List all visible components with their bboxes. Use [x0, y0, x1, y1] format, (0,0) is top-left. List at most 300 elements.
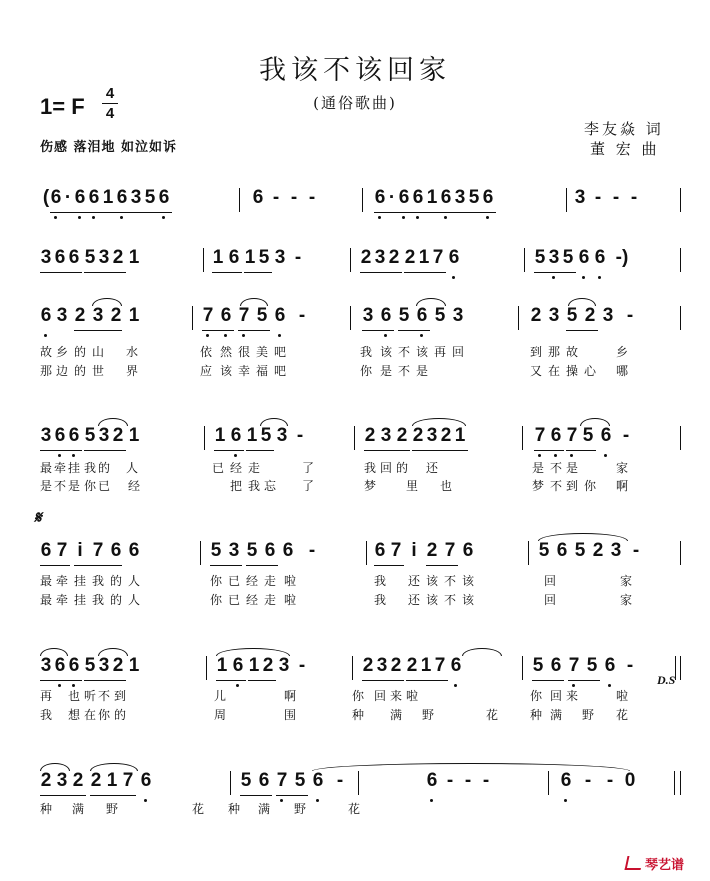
- octave-dot-below: [378, 216, 381, 219]
- beam-underline: [40, 680, 82, 681]
- lyric-char: 是: [416, 364, 430, 378]
- barline: [192, 306, 193, 330]
- beam-underline: [246, 450, 274, 451]
- note: 5: [582, 425, 594, 446]
- note: 6: [68, 655, 80, 676]
- barline: [675, 656, 676, 680]
- lyric-char: 的: [396, 461, 410, 475]
- octave-dot-below: [582, 276, 585, 279]
- lyric-char: 美: [256, 345, 270, 359]
- lyric-char: 人: [128, 593, 142, 607]
- dash-sustain: -: [296, 425, 304, 446]
- barline: [680, 426, 681, 450]
- lyric-char: 又: [530, 364, 544, 378]
- lyric-char: 是: [40, 479, 54, 493]
- lyric-char: 听: [84, 689, 98, 703]
- lyric-char: 梦: [532, 479, 546, 493]
- note: 6: [252, 187, 264, 208]
- lyric-char: 再: [40, 689, 54, 703]
- note: 6: [578, 247, 590, 268]
- lyric-char: 故: [566, 345, 580, 359]
- note: 6: [128, 540, 140, 561]
- octave-dot-below: [120, 216, 123, 219]
- octave-dot-below: [242, 334, 245, 337]
- lyric-char: 已: [212, 461, 226, 475]
- note: 3: [98, 655, 110, 676]
- dash-sustain: -: [464, 770, 472, 791]
- lyric-char: 忘: [264, 479, 278, 493]
- barline: [548, 771, 549, 795]
- lyric-char: 花: [616, 708, 630, 722]
- barline: [566, 188, 567, 212]
- lyric-char: 经: [230, 461, 244, 475]
- barline: [362, 188, 363, 212]
- lyric-char: 花: [348, 802, 362, 816]
- barline: [200, 541, 201, 565]
- note: 7: [434, 655, 446, 676]
- lyric-char: 再: [434, 345, 448, 359]
- dash-sustain: -: [446, 770, 454, 791]
- octave-dot-below: [206, 334, 209, 337]
- lyric-char: 你: [360, 364, 374, 378]
- score-system: [40, 650, 685, 690]
- barline: [352, 656, 353, 680]
- lyric-char: 我: [40, 708, 54, 722]
- note: 3: [40, 247, 52, 268]
- lyric-char: 你: [530, 689, 544, 703]
- note: 3: [130, 187, 142, 208]
- note: 3: [40, 425, 52, 446]
- note: 5: [84, 247, 96, 268]
- beam-underline: [40, 272, 82, 273]
- note: 6: [140, 770, 152, 791]
- lyric-char: 的: [98, 461, 112, 475]
- lyric-char: 不: [398, 364, 412, 378]
- slur-arc: [216, 648, 290, 656]
- lyric-char: 啦: [284, 593, 298, 607]
- note: (: [42, 187, 50, 208]
- note: 2: [390, 655, 402, 676]
- beam-underline: [566, 330, 598, 331]
- note: 6: [264, 540, 276, 561]
- lyric-char: 回: [544, 574, 558, 588]
- note: 6: [40, 540, 52, 561]
- lyric-char: 也: [440, 479, 454, 493]
- octave-dot-below: [58, 684, 61, 687]
- note: i: [411, 540, 417, 561]
- dash-sustain: -: [622, 425, 630, 446]
- beam-underline: [374, 565, 404, 566]
- lyric-char: 乡: [56, 345, 70, 359]
- lyric-char: 不: [550, 461, 564, 475]
- lyric-char: 你: [584, 479, 598, 493]
- lyric-char: 牵: [56, 574, 70, 588]
- time-signature-top: 4: [105, 85, 115, 102]
- lyric-char: 该: [416, 345, 430, 359]
- note: 5: [240, 770, 252, 791]
- beam-underline: [426, 565, 458, 566]
- lyric-char: 我: [92, 593, 106, 607]
- lyric-char: 已: [98, 479, 112, 493]
- lyric-char: 该: [380, 345, 394, 359]
- lyric-char: 挂: [68, 461, 82, 475]
- note: 6: [398, 187, 410, 208]
- note: 5: [586, 655, 598, 676]
- octave-dot-below: [280, 799, 283, 802]
- lyric-char: 牵: [56, 593, 70, 607]
- lyric-char: 花: [192, 802, 206, 816]
- note: 7: [444, 540, 456, 561]
- beam-underline: [244, 272, 272, 273]
- lyric-char: 边: [56, 364, 70, 378]
- note: 5: [538, 540, 550, 561]
- lyric-char: 我: [84, 461, 98, 475]
- dash-sustain: -: [298, 655, 306, 676]
- lyric-char: 种: [352, 708, 366, 722]
- note: 6: [594, 247, 606, 268]
- lyric-char: 该: [426, 593, 440, 607]
- beam-underline: [214, 450, 244, 451]
- score-system: [40, 765, 685, 805]
- lyric-char: 水: [126, 345, 140, 359]
- lyric-char: 里: [406, 479, 420, 493]
- lyric-char: 该: [462, 574, 476, 588]
- beam-underline: [360, 272, 402, 273]
- lyric-char: 也: [68, 689, 82, 703]
- barline: [528, 541, 529, 565]
- note: 7: [238, 305, 250, 326]
- octave-dot-below: [604, 454, 607, 457]
- octave-dot-below: [598, 276, 601, 279]
- score-system: [40, 242, 685, 282]
- dash-sustain: -: [308, 540, 316, 561]
- note: 1: [246, 425, 258, 446]
- lyric-char: 种: [40, 802, 54, 816]
- note: 3: [276, 425, 288, 446]
- lyric-char: 想: [68, 708, 82, 722]
- note: 3: [376, 655, 388, 676]
- octave-dot-below: [552, 276, 555, 279]
- note: 2: [592, 540, 604, 561]
- slur-arc: [462, 648, 502, 656]
- beam-underline: [84, 680, 126, 681]
- note: 7: [92, 540, 104, 561]
- slur-arc: [90, 763, 138, 771]
- note: 5: [398, 305, 410, 326]
- dash-sustain: -: [482, 770, 490, 791]
- note: 6: [228, 247, 240, 268]
- note: 6: [68, 247, 80, 268]
- beam-underline: [84, 450, 126, 451]
- note: 1: [244, 247, 256, 268]
- beam-underline: [532, 680, 564, 681]
- note: 3: [56, 305, 68, 326]
- note: 6: [600, 425, 612, 446]
- lyric-char: 经: [246, 574, 260, 588]
- lyric-char: 是: [380, 364, 394, 378]
- dash-sustain: -: [626, 305, 634, 326]
- note: 2: [74, 305, 86, 326]
- barline: [680, 771, 681, 795]
- note: 6: [462, 540, 474, 561]
- note: 1: [128, 305, 140, 326]
- dash-sustain: -: [630, 187, 638, 208]
- note: 5: [256, 305, 268, 326]
- lyric-char: 该: [426, 574, 440, 588]
- note: 6: [550, 425, 562, 446]
- lyric-char: 最: [40, 574, 54, 588]
- lyric-char: 吧: [274, 345, 288, 359]
- lyric-char: 走: [248, 461, 262, 475]
- lyric-char: 到: [566, 479, 580, 493]
- lyric-char: 你: [210, 574, 224, 588]
- beam-underline: [412, 450, 468, 451]
- lyric-char: 我: [92, 574, 106, 588]
- octave-dot-below: [234, 454, 237, 457]
- beam-underline: [212, 272, 242, 273]
- lyric-char: 世: [92, 364, 106, 378]
- note: 5: [468, 187, 480, 208]
- lyric-char: 你: [352, 689, 366, 703]
- barline: [518, 306, 519, 330]
- lyric-char: 已: [228, 593, 242, 607]
- octave-dot-below: [72, 454, 75, 457]
- note: 2: [112, 655, 124, 676]
- lyric-char: 我: [374, 593, 388, 607]
- slur-arc: [40, 648, 68, 656]
- note: 3: [228, 540, 240, 561]
- lyric-char: 那: [40, 364, 54, 378]
- lyric-char: 不: [398, 345, 412, 359]
- lyric-char: 满: [550, 708, 564, 722]
- lyric-char: 啦: [616, 689, 630, 703]
- lyric-char: 牵: [54, 461, 68, 475]
- note: 2: [362, 655, 374, 676]
- note: 6: [560, 770, 572, 791]
- lyric-char: 回: [452, 345, 466, 359]
- lyric-char: 还: [408, 574, 422, 588]
- beam-underline: [246, 565, 278, 566]
- lyric-char: 种: [530, 708, 544, 722]
- lyric-char: 到: [530, 345, 544, 359]
- lyric-char: 到: [114, 689, 128, 703]
- dash-sustain: -: [336, 770, 344, 791]
- lyric-char: 操: [566, 364, 580, 378]
- octave-dot-below: [278, 334, 281, 337]
- octave-dot-below: [384, 334, 387, 337]
- lyric-char: 来: [566, 689, 580, 703]
- lyric-char: 家: [616, 461, 630, 475]
- lyric-char: 儿: [214, 689, 228, 703]
- lyric-char: 不: [444, 574, 458, 588]
- octave-dot-below: [444, 216, 447, 219]
- octave-dot-below: [44, 334, 47, 337]
- note: 6: [230, 425, 242, 446]
- dash-sustain: -: [272, 187, 280, 208]
- beam-underline: [364, 450, 410, 451]
- barline: [230, 771, 231, 795]
- note: 5: [566, 305, 578, 326]
- lyric-char: 的: [114, 708, 128, 722]
- beam-underline: [74, 565, 122, 566]
- note: 1: [418, 247, 430, 268]
- lyric-char: 满: [258, 802, 272, 816]
- barline: [524, 248, 525, 272]
- beam-underline: [40, 450, 82, 451]
- time-signature-bottom: 4: [105, 105, 115, 122]
- barline: [203, 248, 204, 272]
- lyric-char: 那: [548, 345, 562, 359]
- note: 1: [212, 247, 224, 268]
- lyric-char: 家: [620, 593, 634, 607]
- note: 7: [122, 770, 134, 791]
- score-system: [40, 420, 685, 460]
- note: 5: [84, 425, 96, 446]
- beam-underline: [534, 450, 564, 451]
- octave-dot-below: [538, 454, 541, 457]
- dash-sustain: -: [298, 305, 306, 326]
- lyric-char: 乡: [616, 345, 630, 359]
- slur-arc: [412, 418, 466, 426]
- note: 6: [54, 247, 66, 268]
- watermark-text: 琴艺谱: [645, 858, 685, 873]
- octave-dot-below: [316, 799, 319, 802]
- note: 6: [40, 305, 52, 326]
- lyric-char: 哪: [616, 364, 630, 378]
- note: 1: [420, 655, 432, 676]
- dash-sustain: -: [308, 187, 316, 208]
- lyric-char: 吧: [274, 364, 288, 378]
- note: 3: [574, 187, 586, 208]
- lyric-char: 幸: [238, 364, 252, 378]
- note: 6: [374, 187, 386, 208]
- note: 6: [416, 305, 428, 326]
- score-system: [40, 535, 685, 575]
- beam-underline: [74, 330, 122, 331]
- note: 7: [202, 305, 214, 326]
- note: 6: [604, 655, 616, 676]
- dash-sustain: -: [584, 770, 592, 791]
- beam-underline: [362, 680, 404, 681]
- note: 2: [262, 655, 274, 676]
- dash-sustain: -: [632, 540, 640, 561]
- octave-dot-below: [486, 216, 489, 219]
- note: 2: [360, 247, 372, 268]
- note: 2: [406, 655, 418, 676]
- beam-underline: [404, 272, 446, 273]
- note: 2: [426, 540, 438, 561]
- note: 6: [282, 540, 294, 561]
- lyric-char: 该: [462, 593, 476, 607]
- note: 6: [54, 425, 66, 446]
- lyric-char: 不: [550, 479, 564, 493]
- note: 2: [396, 425, 408, 446]
- barline: [350, 248, 351, 272]
- beam-underline: [84, 272, 126, 273]
- slur-arc: [416, 298, 446, 306]
- note: 3: [274, 247, 286, 268]
- beam-underline: [40, 795, 86, 796]
- slur-arc: [568, 298, 596, 306]
- note: 3: [374, 247, 386, 268]
- lyric-char: 满: [72, 802, 86, 816]
- octave-dot-below: [554, 454, 557, 457]
- lyric-char: 挂: [74, 593, 88, 607]
- note: 2: [584, 305, 596, 326]
- note: 6: [450, 655, 462, 676]
- octave-dot-below: [144, 799, 147, 802]
- note: 6: [74, 187, 86, 208]
- watermark-mark-icon: [625, 856, 644, 870]
- note: 6: [220, 305, 232, 326]
- lyric-char: 不: [444, 593, 458, 607]
- octave-dot-below: [402, 216, 405, 219]
- note: 5: [574, 540, 586, 561]
- barline: [522, 656, 523, 680]
- note: 1: [426, 187, 438, 208]
- note: 5: [294, 770, 306, 791]
- lyric-char: 不: [98, 689, 112, 703]
- dash-sustain: -: [606, 770, 614, 791]
- barline: [680, 248, 681, 272]
- note: 3: [92, 305, 104, 326]
- note: 1: [102, 187, 114, 208]
- lyric-char: 山: [92, 345, 106, 359]
- lyric-char: 还: [426, 461, 440, 475]
- lyric-char: 心: [584, 364, 598, 378]
- lyric-char: 经: [246, 593, 260, 607]
- lyric-char: 梦: [364, 479, 378, 493]
- lyric-char: 啦: [406, 689, 420, 703]
- slur-arc: [240, 298, 268, 306]
- lyric-char: 的: [74, 364, 88, 378]
- beam-underline: [566, 450, 596, 451]
- beam-underline: [50, 212, 98, 213]
- note: 2: [530, 305, 542, 326]
- barline: [206, 656, 207, 680]
- note: 6: [380, 305, 392, 326]
- lyric-char: 回: [374, 689, 388, 703]
- octave-dot-below: [564, 799, 567, 802]
- note: i: [77, 540, 83, 561]
- watermark-logo: [626, 854, 684, 873]
- lyric-char: 最: [40, 593, 54, 607]
- octave-dot-below: [420, 334, 423, 337]
- note: 3: [602, 305, 614, 326]
- key-signature: 1= F: [40, 94, 85, 119]
- note: 6: [440, 187, 452, 208]
- barline: [350, 306, 351, 330]
- note: 7: [432, 247, 444, 268]
- lyric-char: 周: [214, 708, 228, 722]
- note: 2: [112, 247, 124, 268]
- lyric-char: 人: [128, 574, 142, 588]
- lyric-char: 回: [380, 461, 394, 475]
- lyric-char: 福: [256, 364, 270, 378]
- dash-sustain: -: [626, 655, 634, 676]
- note: 5: [246, 540, 258, 561]
- note: 5: [534, 247, 546, 268]
- note: 6: [50, 187, 62, 208]
- note: 3: [98, 425, 110, 446]
- slur-arc: [580, 418, 610, 426]
- lyric-char: 了: [302, 479, 316, 493]
- note: 1: [128, 425, 140, 446]
- barline: [239, 188, 240, 212]
- lyric-char: 是: [566, 461, 580, 475]
- lyric-char: 啊: [616, 479, 630, 493]
- note: 3: [426, 425, 438, 446]
